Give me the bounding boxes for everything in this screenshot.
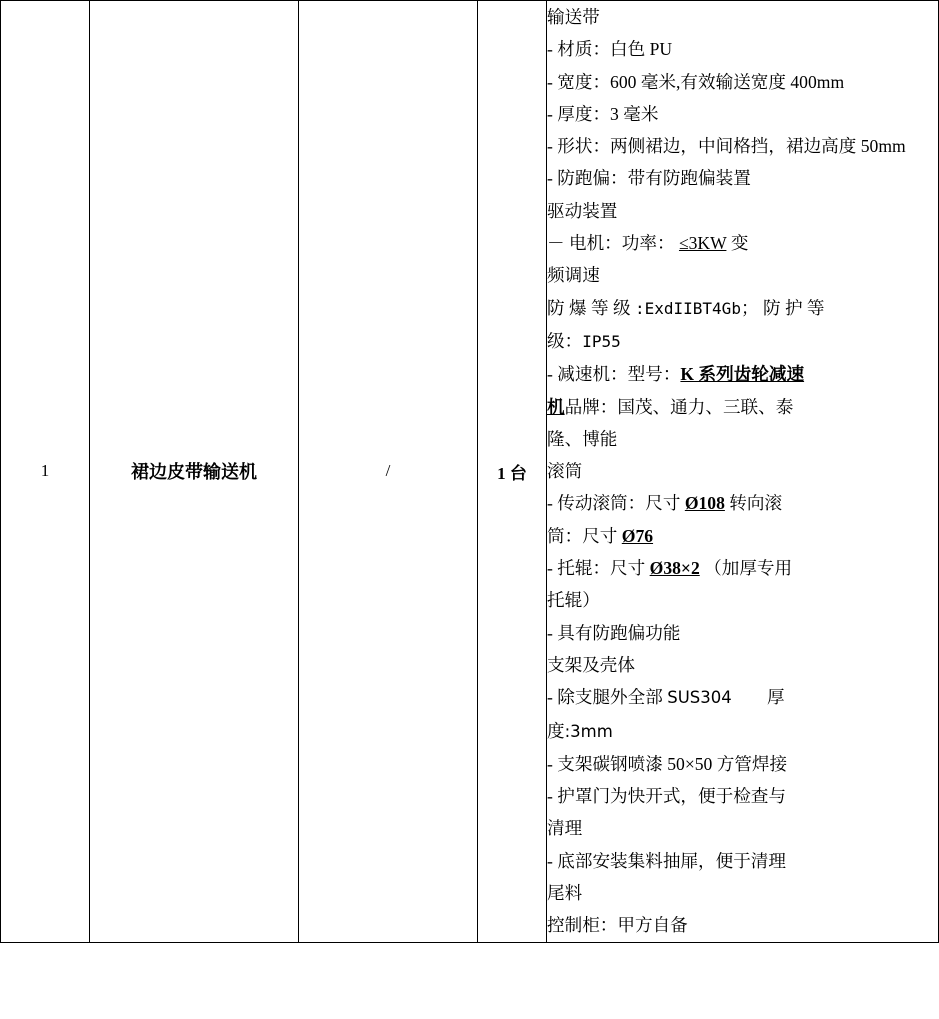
spec-line-explosion-proof: 防 爆 等 级 :ExdIIBT4Gb； 防 护 等	[547, 297, 825, 318]
spec-line-frame-material: - 除支腿外全部 SUS304 厚	[547, 687, 785, 708]
spec-line-protection-grade: 级：IP55	[547, 330, 621, 351]
value-turn-drum-size: Ø76	[621, 525, 654, 546]
specification-text	[547, 1, 938, 942]
spec-line-reducer-brands: 机品牌：国茂、通力、三联、泰	[547, 396, 794, 417]
spec-line-idler-cont: 托辊）	[547, 590, 600, 611]
value-idler-size: Ø38×2	[649, 558, 700, 579]
spec-line-collector-drawer-cont: 尾料	[547, 883, 583, 904]
cell-item-unit: /	[299, 1, 478, 943]
cell-item-specification	[547, 1, 939, 943]
spec-line-cover-door: - 护罩门为快开式，便于检查与	[547, 786, 786, 807]
spec-line-control-cabinet: 控制柜：甲方自备	[547, 915, 688, 936]
spec-line-belt-width: - 宽度：600 毫米,有效输送宽度 400mm	[547, 71, 845, 92]
spec-line-antideviation-function: - 具有防跑偏功能	[547, 622, 681, 643]
spec-line-cover-door-cont: 清理	[547, 818, 583, 839]
cell-item-quantity: 1 台	[478, 1, 547, 943]
spec-line-frame-tube: - 支架碳钢喷漆 50×50 方管焊接	[547, 753, 788, 774]
cell-item-index: 1	[1, 1, 90, 943]
spec-line-belt-material: - 材质：白色 PU	[547, 39, 673, 60]
spec-line-frame-thickness: 度:3mm	[547, 720, 613, 741]
spec-line-frame-heading: 支架及壳体	[547, 654, 635, 675]
spec-line-drive-heading: 驱动装置	[547, 200, 618, 221]
spec-line-collector-drawer: - 底部安装集料抽屝，便于清理	[547, 850, 786, 871]
spec-line-idler: - 托辊：尺寸 Ø38×2 （加厚专用	[547, 558, 793, 579]
spec-line-drive-drum: - 传动滚筒：尺寸 Ø108 转向滚	[547, 493, 783, 514]
spec-line-belt-heading: 输送带	[547, 7, 600, 27]
spec-line-belt-antideviation: - 防跑偏：带有防跑偏装置	[547, 168, 751, 189]
spec-line-motor-power: － 电机：功率： ≤3KW 变	[547, 233, 749, 254]
spec-line-reducer-brands-cont: 隆、博能	[547, 428, 618, 449]
value-motor-power: ≤3KW	[678, 233, 727, 254]
spec-line-drum-heading: 滚筒	[547, 461, 583, 482]
spec-line-belt-thickness: - 厚度：3 毫米	[547, 103, 659, 124]
cell-item-name: 裙边皮带输送机	[90, 1, 299, 943]
spec-line-reducer-model: - 减速机：型号：K 系列齿轮减速	[547, 364, 805, 385]
spec-line-turn-drum: 筒：尺寸 Ø76	[547, 525, 654, 546]
value-reducer-model: K 系列齿轮减速	[680, 364, 805, 385]
spec-line-belt-shape: - 形状：两侧裙边，中间格挡，裙边高度 50mm	[547, 136, 906, 157]
spec-line-motor-speed: 频调速	[547, 265, 600, 286]
table-row	[1, 1, 939, 943]
value-drive-drum-size: Ø108	[684, 493, 725, 514]
